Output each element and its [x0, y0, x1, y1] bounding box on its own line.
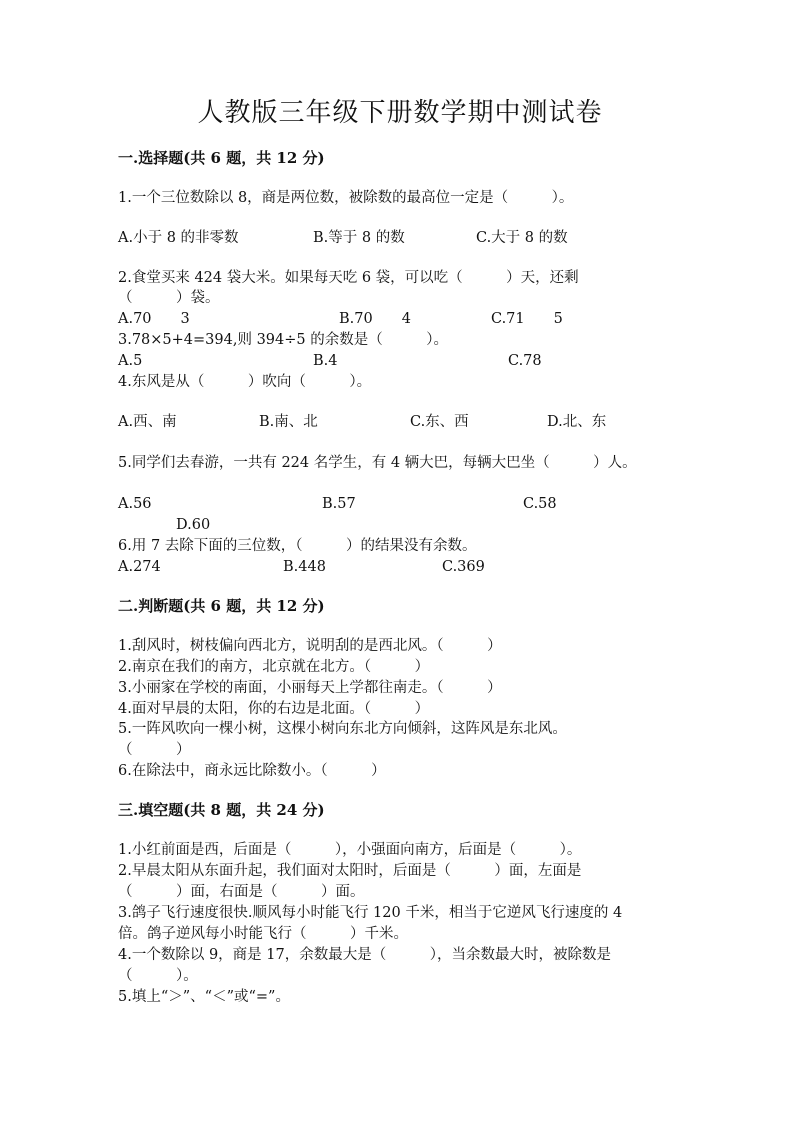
- option-item: B.等于 8 的数: [313, 230, 405, 246]
- option-item: A.5: [118, 353, 143, 369]
- option-item: B.70 4: [339, 311, 411, 327]
- option-item: A.274: [118, 559, 161, 575]
- option-item: A.小于 8 的非零数: [118, 230, 239, 246]
- option-item: C.78: [508, 353, 542, 369]
- question-line: 2.食堂买来 424 袋大米。如果每天吃 6 袋，可以吃（ ）天，还剩: [118, 270, 579, 286]
- section-heading-choice: 一.选择题(共 6 题，共 12 分): [118, 149, 325, 167]
- question-line: 2.早晨太阳从东面升起，我们面对太阳时，后面是（ ）面，左面是: [118, 863, 582, 879]
- option-item: A.70 3: [118, 311, 190, 327]
- question-line: 3.鸽子飞行速度很快.顺风每小时能飞行 120 千米，相当于它逆风飞行速度的 4: [118, 905, 623, 921]
- question-line: 3.小丽家在学校的南面，小丽每天上学都往南走。（ ）: [118, 680, 502, 696]
- question-line: （ ）面，右面是（ ）面。: [118, 884, 365, 900]
- page-title: 人教版三年级下册数学期中测试卷: [197, 98, 603, 128]
- option-item: C.东、西: [410, 414, 469, 430]
- option-item: C.大于 8 的数: [476, 230, 568, 246]
- option-item: D.60: [176, 517, 211, 533]
- question-line: 5.一阵风吹向一棵小树，这棵小树向东北方向倾斜，这阵风是东北风。: [118, 721, 567, 737]
- question-line: 倍。鸽子逆风每小时能飞行（ ）千米。: [118, 926, 408, 942]
- question-line: （ ）袋。: [118, 290, 220, 306]
- option-item: B.57: [322, 496, 356, 512]
- question-line: 4.东风是从（ ）吹向（ ）。: [118, 374, 372, 390]
- option-item: A.56: [118, 496, 152, 512]
- question-line: 4.一个数除以 9，商是 17，余数最大是（ ），当余数最大时，被除数是: [118, 947, 611, 963]
- question-line: 4.面对早晨的太阳，你的右边是北面。（ ）: [118, 701, 430, 717]
- question-line: 5.同学们去春游，一共有 224 名学生，有 4 辆大巴，每辆大巴坐（ ）人。: [118, 455, 637, 471]
- question-line: 6.用 7 去除下面的三位数，（ ）的结果没有余数。: [118, 538, 477, 554]
- option-item: B.南、北: [259, 414, 318, 430]
- section-heading-fill: 三.填空题(共 8 题，共 24 分): [118, 801, 325, 819]
- option-item: B.448: [283, 559, 326, 575]
- option-item: C.369: [442, 559, 485, 575]
- section-heading-judgment: 二.判断题(共 6 题，共 12 分): [118, 597, 325, 615]
- option-item: B.4: [313, 353, 338, 369]
- question-line: 1.一个三位数除以 8，商是两位数，被除数的最高位一定是（ ）。: [118, 190, 574, 206]
- option-item: D.北、东: [547, 414, 607, 430]
- question-line: （ ）。: [118, 968, 198, 984]
- question-line: 2.南京在我们的南方，北京就在北方。（ ）: [118, 659, 430, 675]
- question-line: 3.78×5+4=394,则 394÷5 的余数是（ ）。: [118, 332, 448, 348]
- question-line: 1.小红前面是西，后面是（ ），小强面向南方，后面是（ ）。: [118, 842, 582, 858]
- question-line: 5.填上“＞”、“＜”或“=”。: [118, 989, 290, 1005]
- option-item: C.71 5: [491, 311, 563, 327]
- option-item: C.58: [523, 496, 557, 512]
- question-line: 1.刮风时，树枝偏向西北方，说明刮的是西北风。（ ）: [118, 638, 502, 654]
- question-line: 6.在除法中，商永远比除数小。（ ）: [118, 763, 386, 779]
- option-item: A.西、南: [118, 414, 177, 430]
- question-line: （ ）: [118, 742, 191, 758]
